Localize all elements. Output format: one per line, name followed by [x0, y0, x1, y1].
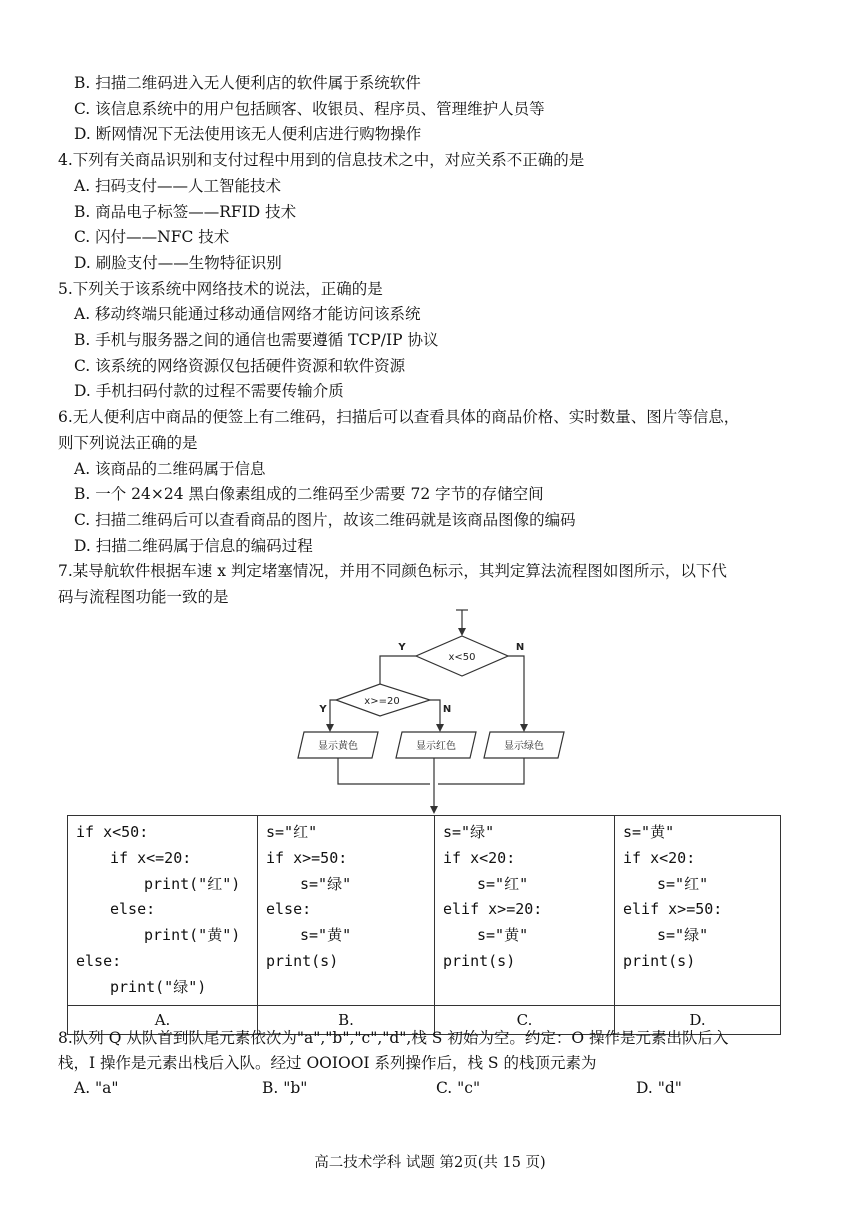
text-line-q6d: D. 扫描二维码属于信息的编码过程 — [74, 536, 313, 555]
text-line-q6: 6.无人便利店中商品的便签上有二维码，扫描后可以查看具体的商品价格、实时数量、图片等信息， — [58, 408, 740, 427]
q8-option-a: A. "a" — [74, 1079, 119, 1097]
code-option-a — [68, 816, 258, 1006]
code-line: print(s) — [623, 951, 696, 970]
code-line: print(s) — [443, 951, 516, 970]
code-line: s="黄" — [300, 926, 352, 945]
q8-option-c: C. "c" — [436, 1079, 481, 1097]
text-line-q7: 7.某导航软件根据车速 x 判定堵塞情况，并用不同颜色标示，其判定算法流程图如图所示，以下代 — [58, 562, 727, 581]
code-line: s="绿" — [443, 823, 495, 841]
output-yellow-label: 显示黄色 — [318, 741, 358, 752]
code-line: else: — [76, 951, 122, 970]
code-line: if x<=20: — [110, 848, 192, 867]
text-line-q7b: 码与流程图功能一致的是 — [58, 588, 229, 606]
code-label-d: D. — [615, 1005, 781, 1034]
code-option-c — [435, 816, 615, 1006]
code-line: if x>=50: — [266, 848, 348, 867]
text-line-q5c: C. 该系统的网络资源仅包括硬件资源和软件资源 — [74, 356, 406, 375]
text-line-q5a: A. 移动终端只能通过移动通信网络才能访问该系统 — [74, 305, 421, 324]
code-line: if x<20: — [623, 848, 696, 867]
code-line: print("绿") — [110, 977, 207, 996]
page-footer: 高二技术学科 试题 第2页(共 15 页) — [314, 1155, 546, 1171]
q8-option-b: B. "b" — [262, 1079, 308, 1097]
text-line-q6c: C. 扫描二维码后可以查看商品的图片，故该二维码就是该商品图像的编码 — [74, 510, 576, 529]
code-option-d — [615, 816, 781, 1006]
code-line: print(s) — [266, 951, 339, 970]
code-label-a: A. — [68, 1005, 258, 1034]
text-line-q3b: B. 扫描二维码进入无人便利店的软件属于系统软件 — [74, 74, 421, 92]
code-line: else: — [110, 900, 156, 919]
text-line-q6bb: B. 一个 24×24 黑白像素组成的二维码至少需要 72 字节的存储空间 — [74, 485, 544, 504]
q8-option-d: D. "d" — [636, 1079, 682, 1097]
cond1-label: x<50 — [448, 652, 476, 663]
text-line-q3c: C. 该信息系统中的用户包括顾客、收银员、程序员、管理维护人员等 — [74, 99, 545, 118]
code-line: if x<20: — [443, 848, 516, 867]
text-line-q4b: B. 商品电子标签——RFID 技术 — [74, 202, 297, 221]
no-label-1: N — [515, 642, 525, 653]
text-line-q5: 5.下列关于该系统中网络技术的说法，正确的是 — [58, 279, 383, 298]
cond2-label: x>=20 — [364, 696, 400, 707]
code-label-c: C. — [435, 1005, 615, 1034]
code-line: s="黄" — [477, 926, 529, 945]
text-line-q4a: A. 扫码支付——人工智能技术 — [74, 176, 282, 195]
yes-label-2: Y — [319, 704, 327, 715]
yes-label-1: Y — [398, 642, 406, 653]
text-line-q5d: D. 手机扫码付款的过程不需要传输介质 — [74, 382, 344, 401]
code-option-b — [258, 816, 435, 1006]
code-line: elif x>=20: — [443, 900, 543, 919]
code-line: s="绿" — [657, 926, 709, 945]
text-line-q4: 4.下列有关商品识别和支付过程中用到的信息技术之中，对应关系不正确的是 — [58, 151, 585, 170]
text-line-q6a: A. 该商品的二维码属于信息 — [74, 459, 266, 478]
text-line-q3d: D. 断网情况下无法使用该无人便利店进行购物操作 — [74, 125, 422, 144]
text-line-q4c: C. 闪付——NFC 技术 — [74, 228, 230, 247]
text-line-q5b: B. 手机与服务器之间的通信也需要遵循 TCP/IP 协议 — [74, 331, 439, 349]
output-red-label: 显示红色 — [416, 741, 456, 752]
q8-line-1: 8.队列 Q 从队首到队尾元素依次为"a","b","c","d",栈 S 初始为空。约定：O 操作是元素出队后入 — [58, 1029, 729, 1047]
code-label-b: B. — [258, 1005, 435, 1034]
code-line: s="绿" — [300, 874, 352, 893]
code-line: elif x>=50: — [623, 900, 723, 919]
no-label-2: N — [442, 704, 452, 715]
code-line: s="红" — [657, 874, 709, 893]
code-line: s="黄" — [623, 823, 675, 841]
code-line: print("黄") — [144, 926, 241, 945]
code-line: s="红" — [266, 823, 318, 841]
output-green-label: 显示绿色 — [504, 741, 544, 752]
code-line: else: — [266, 900, 312, 919]
code-row — [68, 816, 781, 1006]
flowchart — [290, 606, 590, 816]
code-line: print("红") — [144, 874, 241, 893]
code-options-table — [67, 815, 781, 1035]
q8-line-2: 栈，I 操作是元素出栈后入队。经过 OOIOOI 系列操作后，栈 S 的栈顶元素为 — [58, 1054, 597, 1072]
code-line: if x<50: — [76, 823, 149, 841]
text-line-q6b2: 则下列说法正确的是 — [58, 433, 198, 452]
text-line-q4d: D. 刷脸支付——生物特征识别 — [74, 253, 282, 272]
code-line: s="红" — [477, 874, 529, 893]
